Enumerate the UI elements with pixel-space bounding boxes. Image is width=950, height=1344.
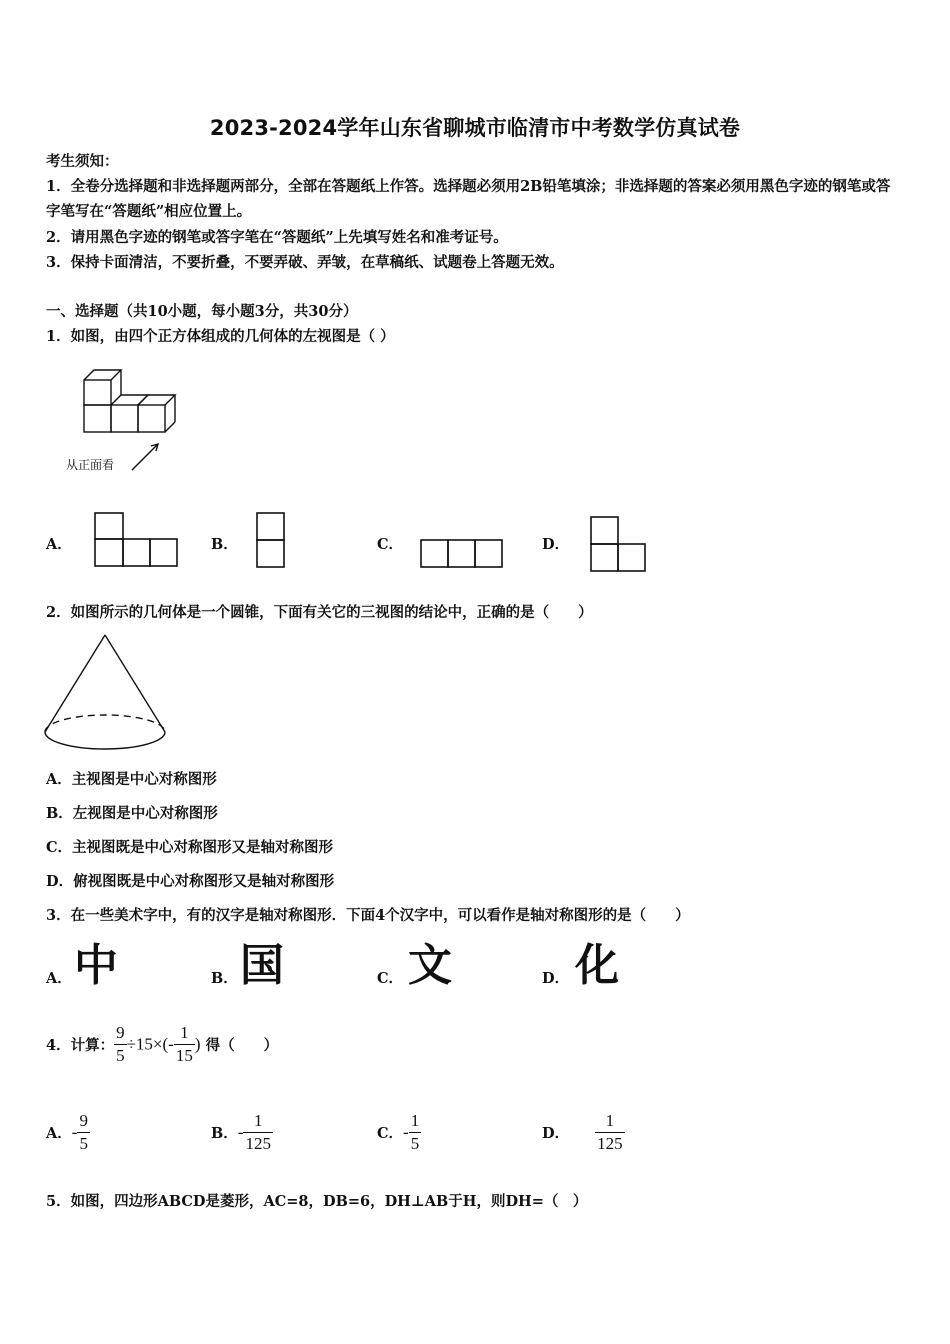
q1-option-c-figure	[420, 539, 504, 569]
q1-option-c-label[interactable]: C．	[377, 536, 404, 553]
q4-option-d[interactable]	[542, 1110, 625, 1155]
q4-option-c-den: 5	[410, 1134, 420, 1153]
q4-expr-close: )	[194, 1034, 201, 1054]
notice-item-3: 3．保持卡面清洁，不要折叠，不要弄破、弄皱，在草稿纸、试题卷上答题无效。	[46, 254, 564, 271]
q2-option-a[interactable]: A．主视图是中心对称图形	[46, 771, 217, 788]
page-title: 2023-2024学年山东省聊城市临清市中考数学仿真试卷	[209, 116, 741, 140]
q2-option-c[interactable]: C．主视图既是中心对称图形又是轴对称图形	[46, 839, 334, 856]
q4-suffix: 得（ ）	[205, 1037, 279, 1054]
q4-option-c[interactable]	[377, 1110, 421, 1155]
q3-option-b-char: 国	[240, 940, 284, 991]
q4-option-c-label: C．	[377, 1125, 404, 1142]
q4-option-a-den: 5	[79, 1134, 88, 1153]
q4-frac2-den: 15	[175, 1046, 193, 1065]
q4-frac2-num: 1	[180, 1023, 189, 1042]
question-4-stem	[46, 1022, 278, 1067]
q1-option-d-label[interactable]: D．	[542, 536, 570, 553]
q4-option-b-den: 125	[245, 1134, 271, 1153]
q4-option-a-label: A．	[46, 1125, 72, 1142]
question-2-stem: 2．如图所示的几何体是一个圆锥，下面有关它的三视图的结论中，正确的是（ ）	[46, 604, 593, 621]
section-heading: 一、选择题（共10小题，每小题3分，共30分）	[46, 303, 358, 320]
q4-option-b-label: B．	[211, 1125, 238, 1142]
q2-option-d[interactable]: D．俯视图既是中心对称图形又是轴对称图形	[46, 873, 335, 890]
q4-option-b[interactable]	[211, 1110, 273, 1155]
question-3-stem: 3．在一些美术字中，有的汉字是轴对称图形．下面4个汉字中，可以看作是轴对称图形的是（ ）	[46, 907, 690, 924]
q1-option-b-figure	[256, 512, 286, 570]
q3-option-a-label[interactable]: A．	[46, 970, 72, 987]
q1-option-a-figure	[94, 512, 178, 576]
q4-option-c-num: 1	[410, 1111, 420, 1130]
notice-heading: 考生须知：	[46, 153, 119, 170]
q3-option-a-char: 中	[74, 940, 118, 991]
q1-option-d-figure	[590, 516, 648, 574]
q4-fraction-1	[114, 1022, 127, 1067]
q3-option-c-label[interactable]: C．	[377, 970, 404, 987]
q4-option-d-num: 1	[605, 1111, 615, 1130]
q4-prefix: 4．计算：	[46, 1037, 115, 1054]
q4-option-b-num: 1	[253, 1111, 263, 1130]
q3-option-b-label[interactable]: B．	[211, 970, 238, 987]
q4-frac1-num: 9	[116, 1023, 125, 1042]
q3-option-d-char: 化	[575, 940, 619, 991]
notice-item-2: 2．请用黑色字迹的钢笔或答字笔在“答题纸”上先填写姓名和准考证号。	[46, 229, 508, 246]
q4-option-d-den: 125	[597, 1134, 623, 1153]
q2-cone-figure	[42, 632, 170, 757]
notice-item-1: 1．全卷分选择题和非选择题两部分，全部在答题纸上作答。选择题必须用2B铅笔填涂；非选择题的答案必须用黑色字迹的钢笔或答字笔写在“答题纸”相应位置上。	[46, 178, 891, 220]
q4-option-a-num: 9	[79, 1111, 88, 1130]
q4-frac1-den: 5	[116, 1046, 125, 1065]
question-5-stem: 5．如图，四边形ABCD是菱形，AC=8，DB=6，DH⊥AB于H，则DH=（ ）	[46, 1193, 588, 1210]
q4-option-d-label: D．	[542, 1125, 570, 1142]
q3-option-c-char: 文	[408, 940, 452, 991]
q2-option-b[interactable]: B．左视图是中心对称图形	[46, 805, 218, 822]
q4-option-a-sign: -	[71, 1122, 78, 1142]
q3-option-d-label[interactable]: D．	[542, 970, 570, 987]
q4-fraction-2	[174, 1022, 195, 1067]
q4-option-a[interactable]	[46, 1110, 90, 1155]
question-1-stem: 1．如图，由四个正方体组成的几何体的左视图是（ ）	[46, 328, 395, 345]
q4-expr-mid: ÷15×(-	[126, 1034, 174, 1054]
q4-option-c-sign: -	[403, 1122, 409, 1142]
q1-option-b-label[interactable]: B．	[211, 536, 238, 553]
q4-option-b-sign: -	[237, 1122, 244, 1142]
q1-figure-label: 从正面看	[66, 458, 115, 472]
q1-option-a-label[interactable]: A．	[46, 536, 72, 553]
